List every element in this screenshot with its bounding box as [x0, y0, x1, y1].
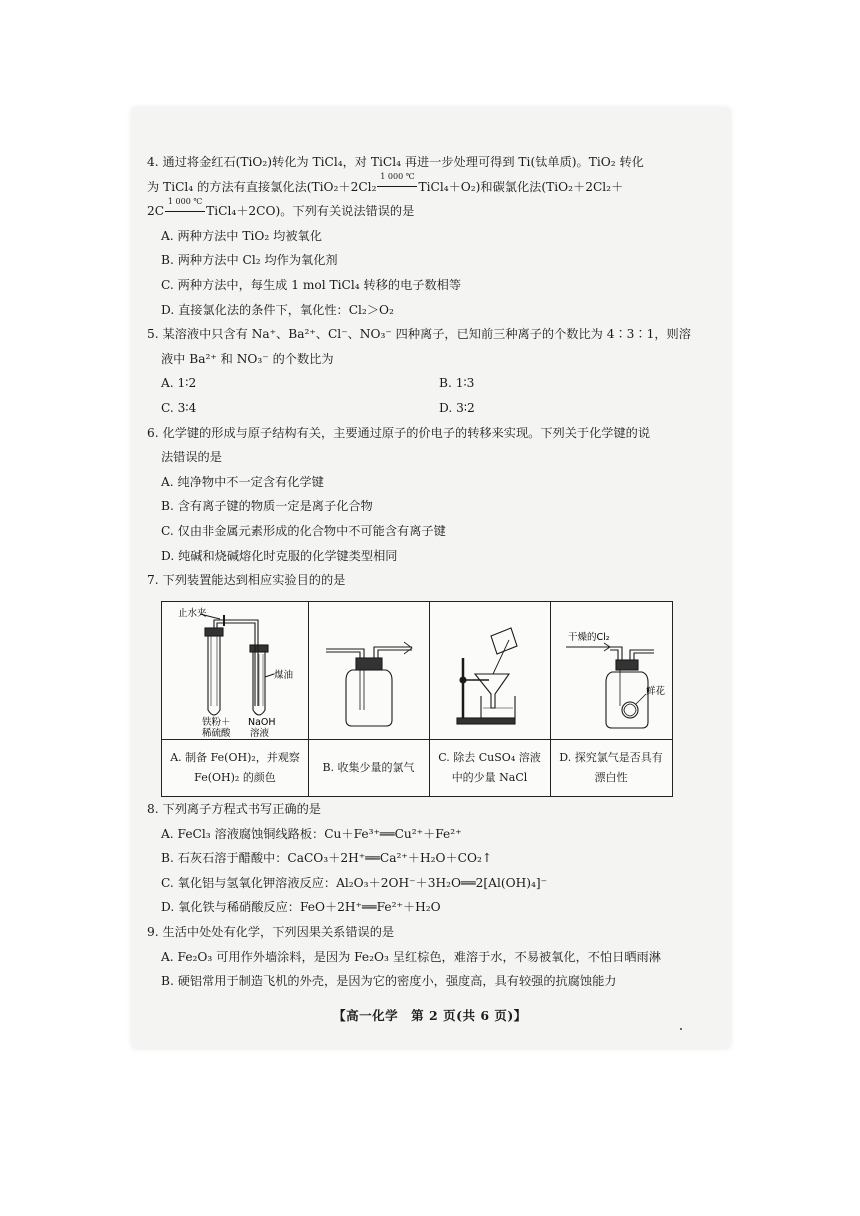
q8-line-1: 8. 下列离子方程式书写正确的是 — [147, 802, 321, 816]
q5-option-a: A. 1∶2 — [161, 376, 197, 391]
q5-option-d: D. 3∶2 — [439, 400, 475, 415]
apparatus-a-drawing — [162, 602, 308, 739]
q8-option-c: C. 氧化铝与氢氧化钾溶液反应：Al₂O₃＋2OH⁻＋3H₂O══2[Al(OH)₄]⁻ — [161, 875, 548, 890]
reaction-condition: 1 000 ℃ — [380, 172, 415, 182]
q4-line-2 — [147, 172, 717, 200]
q6-option-c: C. 仅由非金属元素形成的化合物中不可能含有离子键 — [161, 523, 446, 538]
q6-line-2: 法错误的是 — [161, 450, 222, 465]
apparatus-d — [550, 602, 672, 796]
q7-line-1: 7. 下列装置能达到相应实验目的的是 — [147, 573, 346, 588]
fe-oh2-apparatus-figure — [162, 602, 308, 739]
q4-option-d: D. 直接氯化法的条件下，氧化性：Cl₂＞O₂ — [161, 302, 394, 317]
apparatus-a — [162, 602, 309, 796]
exam-content — [147, 150, 717, 593]
q9-option-a: A. Fe₂O₃ 可用作外墙涂料，是因为 Fe₂O₃ 呈红棕色，难溶于水，不易被氧化，不怕日晒雨淋 — [161, 949, 661, 964]
q4-line-3 — [147, 196, 717, 224]
q6-option-b: B. 含有离子键的物质一定是离子化合物 — [161, 499, 373, 514]
q4-option-c: C. 两种方法中，每生成 1 mol TiCl₄ 转移的电子数相等 — [161, 277, 462, 292]
q4-line-2-b: TiCl₄＋O₂)和碳氯化法(TiO₂＋2Cl₂＋ — [418, 179, 624, 194]
q6-option-d: D. 纯碱和烧碱熔化时克服的化学键类型相同 — [161, 548, 398, 563]
exam-content-lower — [147, 797, 717, 994]
reaction-condition-arrow — [165, 196, 205, 217]
flower-label: 鲜花 — [646, 686, 666, 697]
reaction-condition-arrow — [377, 172, 417, 192]
apparatus-b — [308, 602, 430, 796]
q8-option-a: A. FeCl₃ 溶液腐蚀铜线路板：Cu＋Fe³⁺══Cu²⁺＋Fe²⁺ — [161, 826, 462, 841]
q5-line-2: 液中 Ba²⁺ 和 NO₃⁻ 的个数比为 — [161, 351, 334, 366]
naoh-label-1: NaOH — [248, 717, 276, 728]
q4-option-b: B. 两种方法中 Cl₂ 均作为氧化剂 — [161, 253, 338, 268]
apparatus-d-caption: D. 探究氯气是否具有漂白性 — [550, 739, 672, 796]
q9-line-1: 9. 生活中处处有化学，下列因果关系错误的是 — [147, 924, 395, 939]
q6-line-1: 6. 化学键的形成与原子结构有关，主要通过原子的价电子的转移来实现。下列关于化学键的说 — [147, 425, 651, 440]
apparatus-b-drawing — [308, 602, 429, 739]
q9-option-b: B. 硬铝常用于制造飞机的外壳，是因为它的密度小，强度高，具有较强的抗腐蚀能力 — [161, 974, 617, 989]
kerosene-label: 煤油 — [274, 670, 294, 681]
dry-cl2-label: 干燥的Cl₂ — [568, 632, 610, 643]
gas-bottle-figure — [308, 602, 429, 739]
apparatus-d-drawing — [550, 602, 672, 739]
page-footer: 【高一化学 第 2 页(共 6 页)】 — [333, 1008, 527, 1023]
clamp-label: 止水夹 — [178, 608, 207, 619]
apparatus-c-drawing — [429, 602, 550, 739]
q5-options-row-2 — [147, 396, 717, 421]
q4-line-3-a: 2C — [147, 204, 165, 219]
naoh-label-2: 溶液 — [250, 728, 270, 739]
q4-option-a: A. 两种方法中 TiO₂ 均被氧化 — [161, 228, 322, 243]
apparatus-table — [161, 601, 673, 797]
q4-line-2-a: 为 TiCl₄ 的方法有直接氯化法(TiO₂＋2Cl₂ — [147, 179, 377, 194]
bleaching-test-figure — [550, 602, 672, 739]
q5-option-c: C. 3∶4 — [161, 400, 197, 415]
q4-line-3-b: TiCl₄＋2CO)。下列有关说法错误的是 — [206, 204, 415, 219]
q5-options-row-1 — [147, 371, 717, 396]
q8-option-b: B. 石灰石溶于醋酸中：CaCO₃＋2H⁺══Ca²⁺＋H₂O＋CO₂↑ — [161, 851, 493, 866]
reaction-condition: 1 000 ℃ — [167, 196, 203, 206]
q6-option-a: A. 纯净物中不一定含有化学键 — [161, 474, 324, 489]
filtration-figure — [429, 602, 550, 739]
iron-label-1: 铁粉＋ — [202, 717, 231, 728]
q5-option-b: B. 1∶3 — [439, 376, 475, 391]
iron-label-2: 稀硫酸 — [202, 728, 231, 739]
apparatus-b-caption: B. 收集少量的氯气 — [308, 739, 429, 796]
q4-line-1: 4. 通过将金红石(TiO₂)转化为 TiCl₄，对 TiCl₄ 再进一步处理可得到 Ti(钛单质)。TiO₂ 转化 — [147, 155, 644, 169]
q8-option-d: D. 氧化铁与稀硝酸反应：FeO＋2H⁺══Fe²⁺＋H₂O — [161, 900, 441, 915]
scan-speck — [680, 1028, 682, 1030]
q5-line-1: 5. 某溶液中只含有 Na⁺、Ba²⁺、Cl⁻、NO₃⁻ 四种离子，已知前三种离子的个数比为 4∶3∶1，则溶 — [147, 327, 691, 342]
apparatus-c — [429, 602, 551, 796]
apparatus-c-caption: C. 除去 CuSO₄ 溶液中的少量 NaCl — [429, 739, 550, 796]
apparatus-a-caption: A. 制备 Fe(OH)₂，并观察 Fe(OH)₂ 的颜色 — [162, 739, 308, 796]
